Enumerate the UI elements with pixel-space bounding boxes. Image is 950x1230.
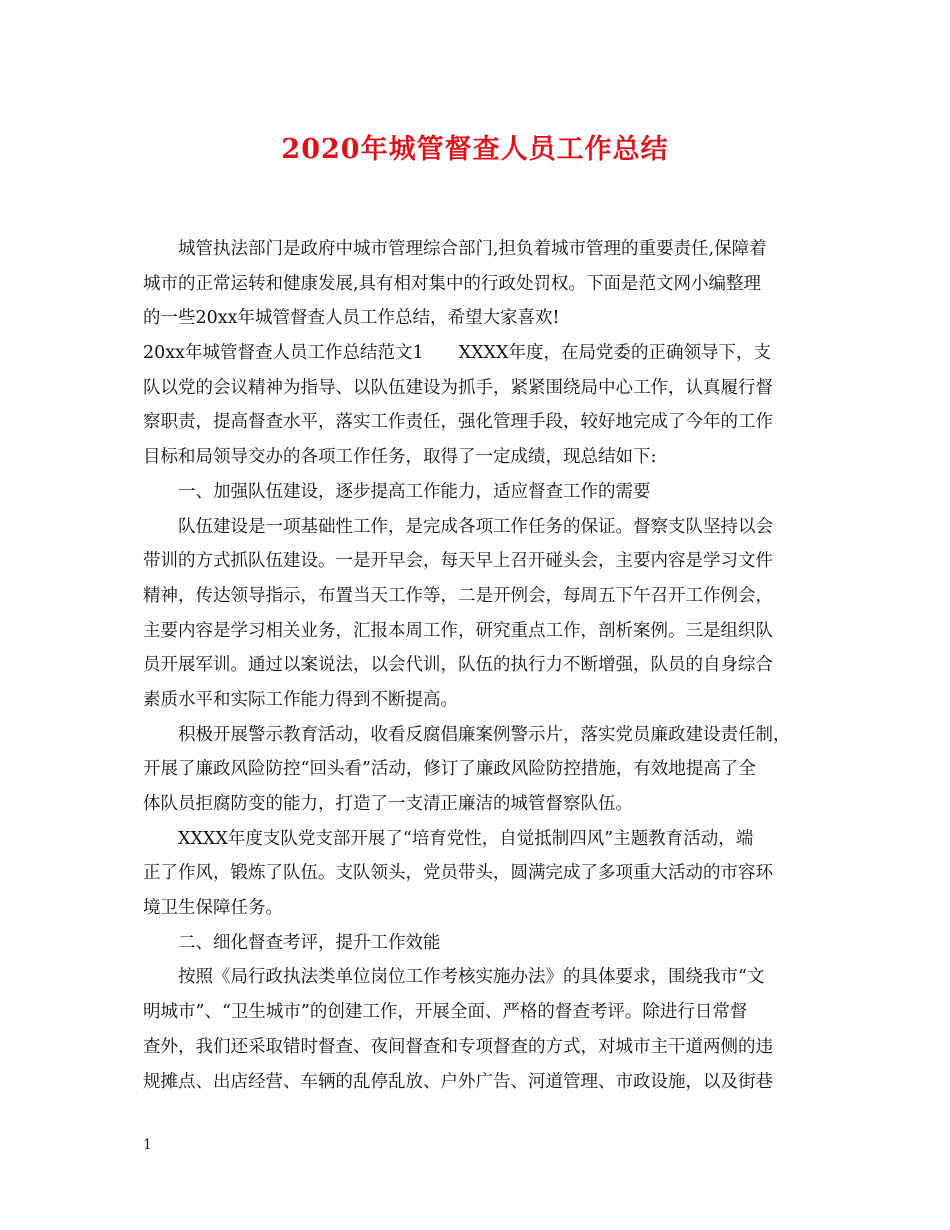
body-line: 的一些20xx年城管督查人员工作总结，希望大家喜欢!	[143, 308, 560, 329]
body-line: 二、细化督查考评，提升工作效能	[178, 932, 441, 953]
body-line: 查外，我们还采取错时督查、夜间督查和专项督查的方式，对城市主干道两侧的违	[143, 1036, 773, 1057]
body-line: 开展了廉政风险防控“回头看”活动，修订了廉政风险防控措施，有效地提高了全	[143, 759, 756, 780]
body-line: 明城市”、“卫生城市”的创建工作，开展全面、严格的督查考评。除进行日常督	[143, 1002, 748, 1023]
body-line: 正了作风，锻炼了队伍。支队领头，党员带头，圆满完成了多项重大活动的市容环	[143, 863, 773, 884]
body-line: 带训的方式抓队伍建设。一是开早会，每天早上召开碰头会，主要内容是学习文件	[143, 551, 773, 572]
body-line: 规摊点、出店经营、车辆的乱停乱放、户外广告、河道管理、市政设施，以及街巷	[143, 1071, 773, 1092]
body-line: 主要内容是学习相关业务，汇报本周工作，研究重点工作，剖析案例。三是组织队	[143, 620, 773, 641]
body-line: 城市的正常运转和健康发展,具有相对集中的行政处罚权。下面是范文网小编整理	[143, 273, 762, 294]
body-line: 队以党的会议精神为指导、以队伍建设为抓手，紧紧围绕局中心工作，认真履行督	[143, 377, 773, 398]
body-line: 员开展军训。通过以案说法，以会代训，队伍的执行力不断增强，队员的自身综合	[143, 655, 773, 676]
body-line: 一、加强队伍建设，逐步提高工作能力，适应督查工作的需要	[178, 481, 651, 502]
body-line: 目标和局领导交办的各项工作任务，取得了一定成绩，现总结如下:	[143, 447, 657, 468]
body-line: 察职责，提高督查水平，落实工作责任，强化管理手段，较好地完成了今年的工作	[143, 412, 773, 433]
body-line: 20xx年城管督查人员工作总结范文1 XXXX年度，在局党委的正确领导下，支	[143, 343, 771, 364]
body-line: 城管执法部门是政府中城市管理综合部门,担负着城市管理的重要责任,保障着	[178, 239, 767, 259]
body-line: XXXX年度支队党支部开展了“培育党性，自觉抵制四风”主题教育活动，端	[178, 828, 754, 849]
document-body	[143, 232, 823, 1099]
body-line: 体队员拒腐防变的能力，打造了一支清正廉洁的城管督察队伍。	[143, 794, 633, 814]
body-line: 素质水平和实际工作能力得到不断提高。	[143, 689, 458, 710]
body-line: 按照《局行政执法类单位岗位工作考核实施办法》的具体要求，围绕我市“文	[178, 967, 765, 988]
document-title: 2020年城管督查人员工作总结	[281, 134, 669, 165]
page-number: 1	[143, 1137, 152, 1153]
body-line: 积极开展警示教育活动，收看反腐倡廉案例警示片，落实党员廉政建设责任制，	[178, 724, 791, 745]
body-line: 精神，传达领导指示，布置当天工作等，二是开例会，每周五下午召开工作例会，	[143, 585, 773, 606]
body-line: 境卫生保障任务。	[143, 898, 283, 919]
body-line: 队伍建设是一项基础性工作，是完成各项工作任务的保证。督察支队坚持以会	[178, 516, 773, 537]
